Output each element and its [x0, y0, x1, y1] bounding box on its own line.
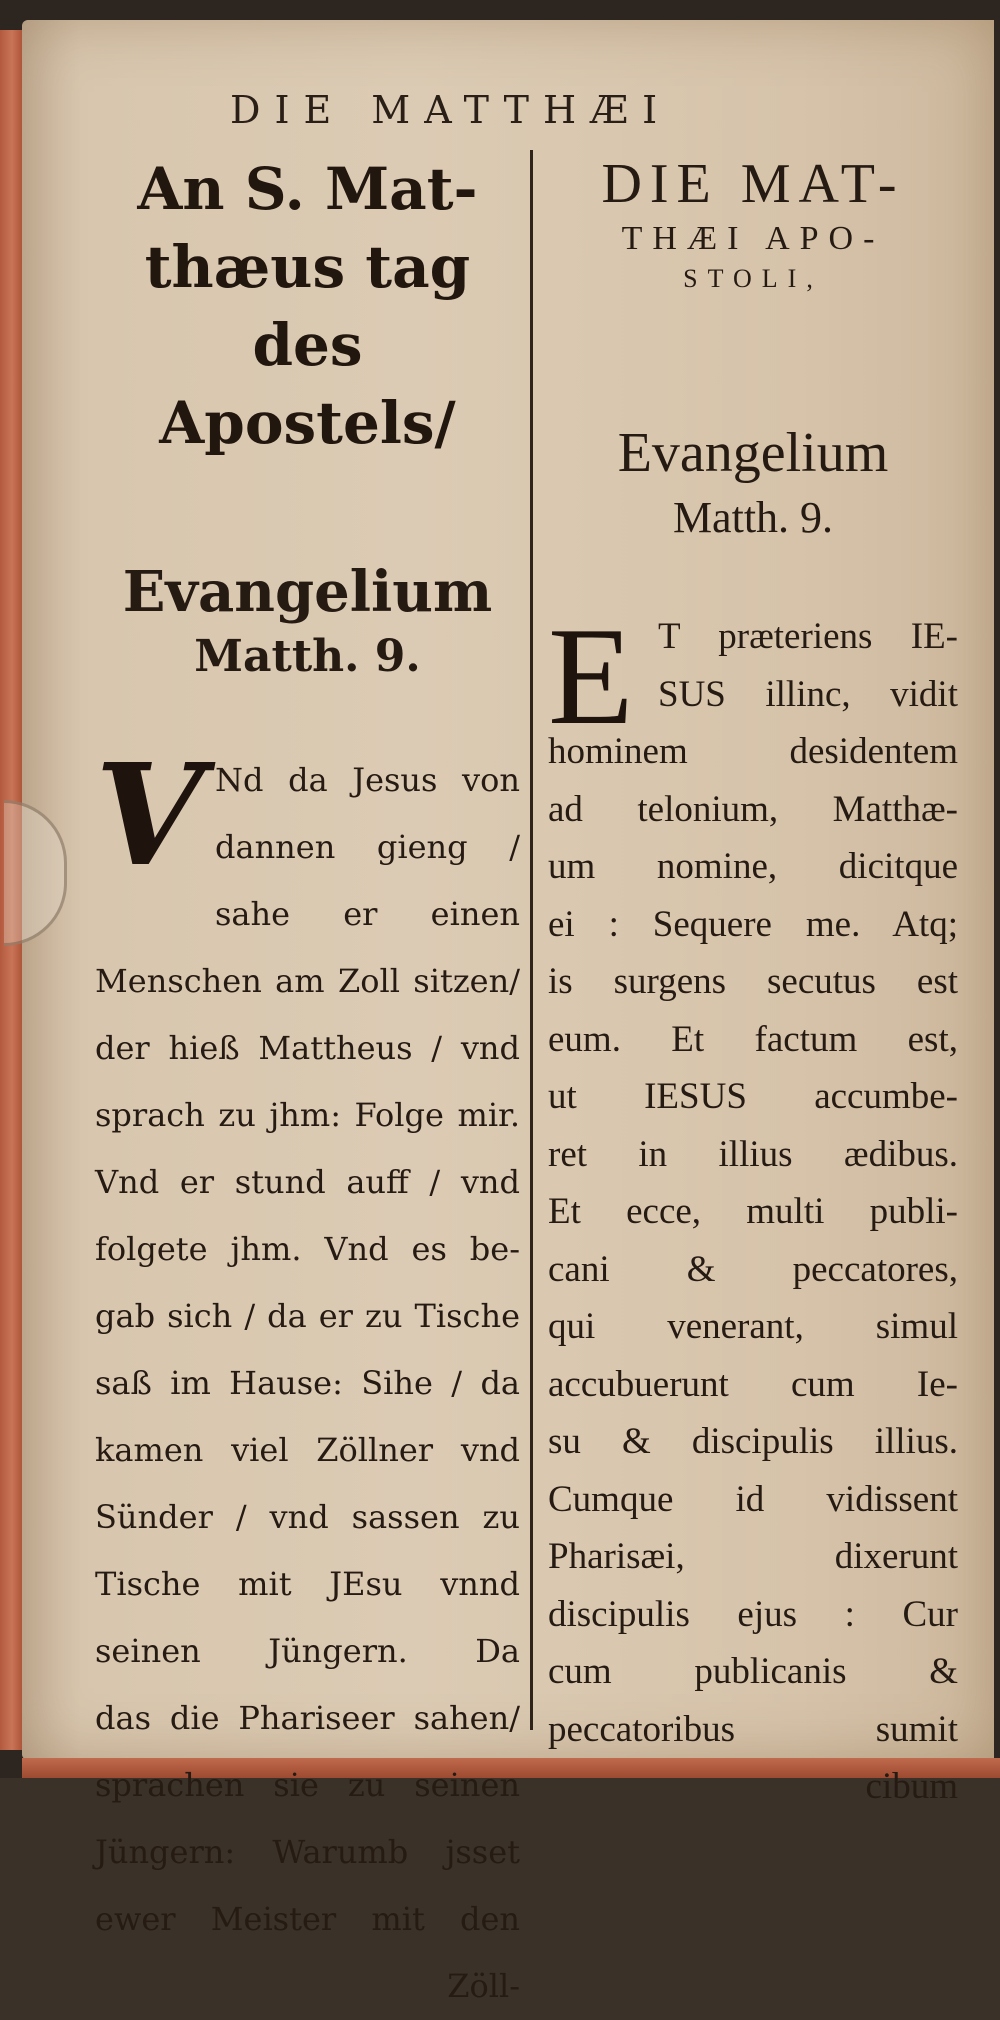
german-text-line: dannen gieng / [215, 828, 520, 866]
latin-text-line: ret in illius ædibus. [548, 1133, 958, 1175]
latin-text-line: hominem desidentem [548, 731, 958, 772]
german-title-line: Apostels/ [159, 389, 456, 457]
latin-section-heading: Evangelium [617, 422, 889, 484]
german-text-line: ewer Meister mit den [95, 1900, 520, 1938]
german-text-line: sprachen sie zu seinen [95, 1766, 520, 1804]
german-text-line: Sünder / vnd sassen zu [95, 1498, 520, 1536]
german-text-line: seinen Jüngern. Da [95, 1632, 520, 1670]
latin-text-line: cibum [865, 1766, 958, 1807]
latin-text-line: peccatoribus sumit [548, 1708, 958, 1750]
german-text-line: folgete jhm. Vnd es be- [95, 1230, 520, 1268]
german-text-line: sprach zu jhm: Folge mir. [95, 1096, 520, 1134]
latin-text-lines [548, 599, 958, 1816]
latin-text-line: discipulis ejus : Cur [548, 1593, 958, 1635]
latin-text-line: ut IESUS accumbe- [548, 1076, 958, 1117]
german-text-line: Zöll- [447, 1967, 520, 2005]
latin-text-line: T præteriens IE- [658, 616, 958, 657]
german-title-line: An S. Mat- [137, 155, 478, 223]
latin-text-line: ei : Sequere me. Atq; [548, 903, 958, 945]
german-column [95, 150, 520, 2020]
latin-column [548, 150, 958, 1816]
german-text-line: gab sich / da er zu Tische [95, 1297, 520, 1335]
german-text-line: das die Phariseer sahen/ [95, 1699, 520, 1737]
latin-text-line: Et ecce, multi publi- [548, 1191, 958, 1232]
latin-title: DIE MAT- [601, 153, 905, 215]
german-text-line: Vnd er stund auff / vnd [95, 1163, 520, 1201]
latin-reference: Matth. 9. [672, 493, 834, 542]
german-body [95, 734, 520, 2020]
german-title-line: thæus tag des [144, 233, 471, 379]
latin-text-line: su & discipulis illius. [548, 1421, 958, 1462]
latin-text-line: accubuerunt cum Ie- [548, 1363, 958, 1405]
german-text-line: sahe er einen [215, 895, 520, 933]
latin-text-line: is surgens secutus est [548, 961, 958, 1002]
german-text-line: kamen viel Zöllner vnd [95, 1431, 520, 1469]
german-text-line: Nd da Jesus von [215, 761, 520, 799]
german-section-heading: Evangelium [122, 559, 493, 625]
column-divider [530, 150, 533, 1730]
latin-body [548, 599, 958, 1816]
latin-text-line: Pharisæi, dixerunt [548, 1536, 958, 1577]
latin-text-line: cani & peccatores, [548, 1248, 958, 1290]
latin-text-line: qui venerant, simul [548, 1306, 958, 1347]
latin-text-line: cum publicanis & [548, 1651, 958, 1692]
latin-text-line: um nomine, dicitque [548, 846, 958, 887]
german-text-line: Menschen am Zoll sitzen/ [95, 962, 520, 1000]
latin-subtitle-2: STOLI, [683, 264, 823, 293]
latin-text-line: ad telonium, Matthæ- [548, 788, 958, 830]
german-title [95, 150, 520, 462]
german-text-line: Jüngern: Warumb jsset [95, 1833, 520, 1871]
german-text-line: der hieß Mattheus / vnd [95, 1029, 520, 1067]
german-text-lines [95, 734, 520, 2020]
latin-subtitle: THÆI APO- [621, 220, 885, 257]
german-reference: Matth. 9. [194, 631, 421, 682]
german-drop-initial: V [95, 734, 204, 898]
german-text-line: Tische mit JEsu vnnd [95, 1565, 520, 1603]
german-text-line: saß im Hause: Sihe / da [95, 1364, 520, 1402]
latin-drop-initial: E [548, 599, 634, 754]
latin-text-line: eum. Et factum est, [548, 1018, 958, 1060]
latin-text-line: SUS illinc, vidit [658, 673, 958, 715]
latin-text-line: Cumque id vidissent [548, 1478, 958, 1520]
running-head: DIE MATTHÆI [230, 88, 672, 132]
